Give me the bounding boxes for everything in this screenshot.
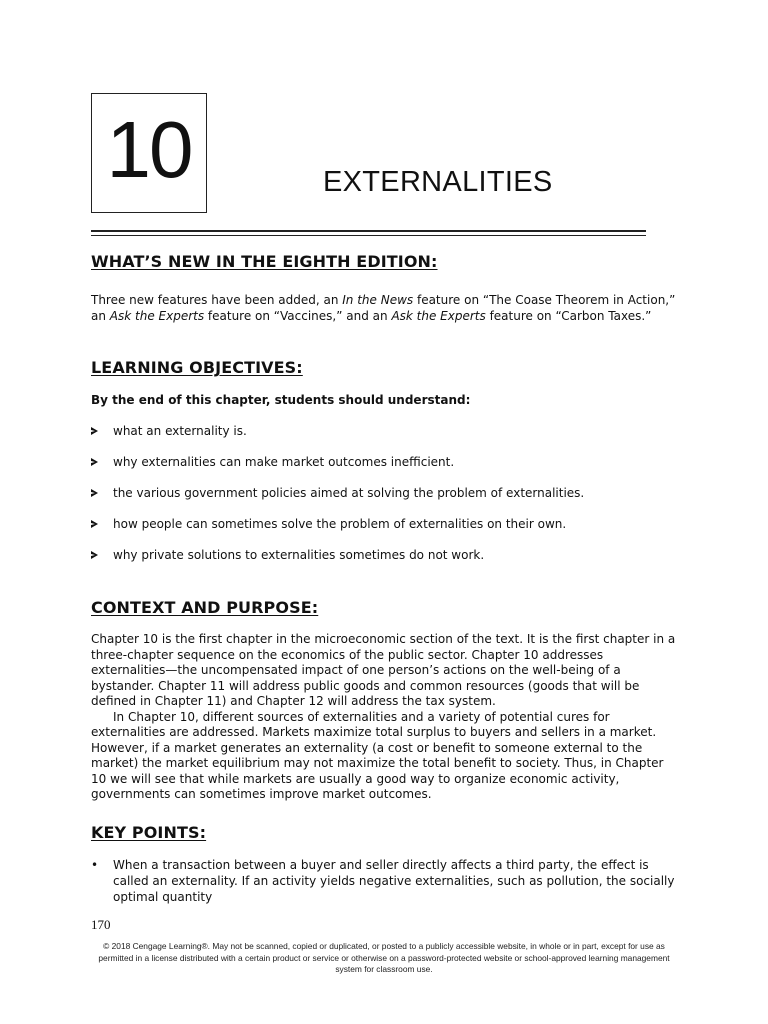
- chapter-number: 10: [106, 105, 192, 194]
- list-item-text: the various government policies aimed at solving the problem of externalities.: [113, 486, 585, 500]
- context-para-1: Chapter 10 is the first chapter in the microeconomic section of the text. It is the first chapter in a three-chapter sequence on the economics of the public sector. Chapter 10 addresses externalities—the uncompensated impact of one person’s actions on the well-being of a bystander. Chapter 11 will address public goods and common resources (goods that will be defined in Chapter 11) and Chapter 12 will address the tax system.: [91, 632, 676, 708]
- arrow-bullet-icon: [91, 520, 98, 528]
- chapter-number-box: [91, 93, 207, 213]
- chapter-title: EXTERNALITIES: [323, 166, 553, 198]
- bullet-dot-icon: •: [91, 858, 99, 872]
- whats-new-text-4: feature on “Carbon Taxes.”: [485, 308, 652, 323]
- page-number: 170: [91, 917, 111, 932]
- title-divider-thin: [91, 235, 646, 236]
- list-item: [91, 486, 584, 517]
- whats-new-italic-3: Ask the Experts: [391, 308, 486, 323]
- list-item-text: why private solutions to externalities sometimes do not work.: [113, 548, 485, 562]
- key-point-text: When a transaction between a buyer and seller directly affects a third party, the effect is called an externality. If an activity yields negative externalities, such as pollution, the socially optimal quantity: [113, 858, 675, 904]
- list-item: [91, 424, 584, 455]
- learning-objectives-heading: LEARNING OBJECTIVES:: [91, 358, 303, 377]
- arrow-bullet-icon: [91, 427, 98, 435]
- whats-new-text-2: feature on “The Coase Theorem in Action,” an: [91, 293, 676, 323]
- whats-new-paragraph: [91, 293, 681, 324]
- list-item-text: how people can sometimes solve the problem of externalities on their own.: [113, 517, 567, 531]
- arrow-bullet-icon: [91, 551, 98, 559]
- whats-new-italic-2: Ask the Experts: [109, 308, 205, 323]
- arrow-bullet-icon: [91, 458, 98, 466]
- arrow-bullet-icon: [91, 489, 98, 497]
- copyright-footer: © 2018 Cengage Learning®. May not be scanned, copied or duplicated, or posted to a publicly accessible website, in whole or in part, except for use as permitted in a license distributed with a certain product or service or otherwise on a password-protected website or school-approved learning management system for classroom use.: [98, 941, 670, 974]
- whats-new-text-3: feature on “Vaccines,” and an: [204, 308, 392, 323]
- list-item: [91, 548, 584, 579]
- key-points-heading: KEY POINTS:: [91, 823, 207, 842]
- context-para-2: In Chapter 10, different sources of externalities and a variety of potential cures for externalities are addressed. Markets maximize total surplus to buyers and sellers in a market. However, if a market generates an externality (a cost or benefit to someone external to the market) the market equilibrium may not maximize the total benefit to society. Thus, in Chapter 10 we will see that while markets are usually a good way to organize economic activity, governments can sometimes improve market outcomes.: [91, 709, 664, 801]
- list-item-text: what an externality is.: [113, 424, 247, 438]
- context-paragraph: [91, 632, 681, 803]
- context-purpose-heading: CONTEXT AND PURPOSE:: [91, 598, 319, 617]
- learning-objectives-intro: By the end of this chapter, students should understand:: [91, 393, 471, 407]
- list-item: [91, 517, 584, 548]
- whats-new-heading: WHAT’S NEW IN THE EIGHTH EDITION:: [91, 252, 438, 271]
- whats-new-text-1: Three new features have been added, an: [91, 293, 343, 307]
- title-divider-thick: [91, 230, 646, 232]
- key-point-item: [91, 857, 681, 905]
- list-item: [91, 455, 584, 486]
- list-item-text: why externalities can make market outcomes inefficient.: [113, 455, 455, 469]
- whats-new-italic-1: In the News: [342, 293, 414, 307]
- learning-objectives-list: [91, 424, 584, 579]
